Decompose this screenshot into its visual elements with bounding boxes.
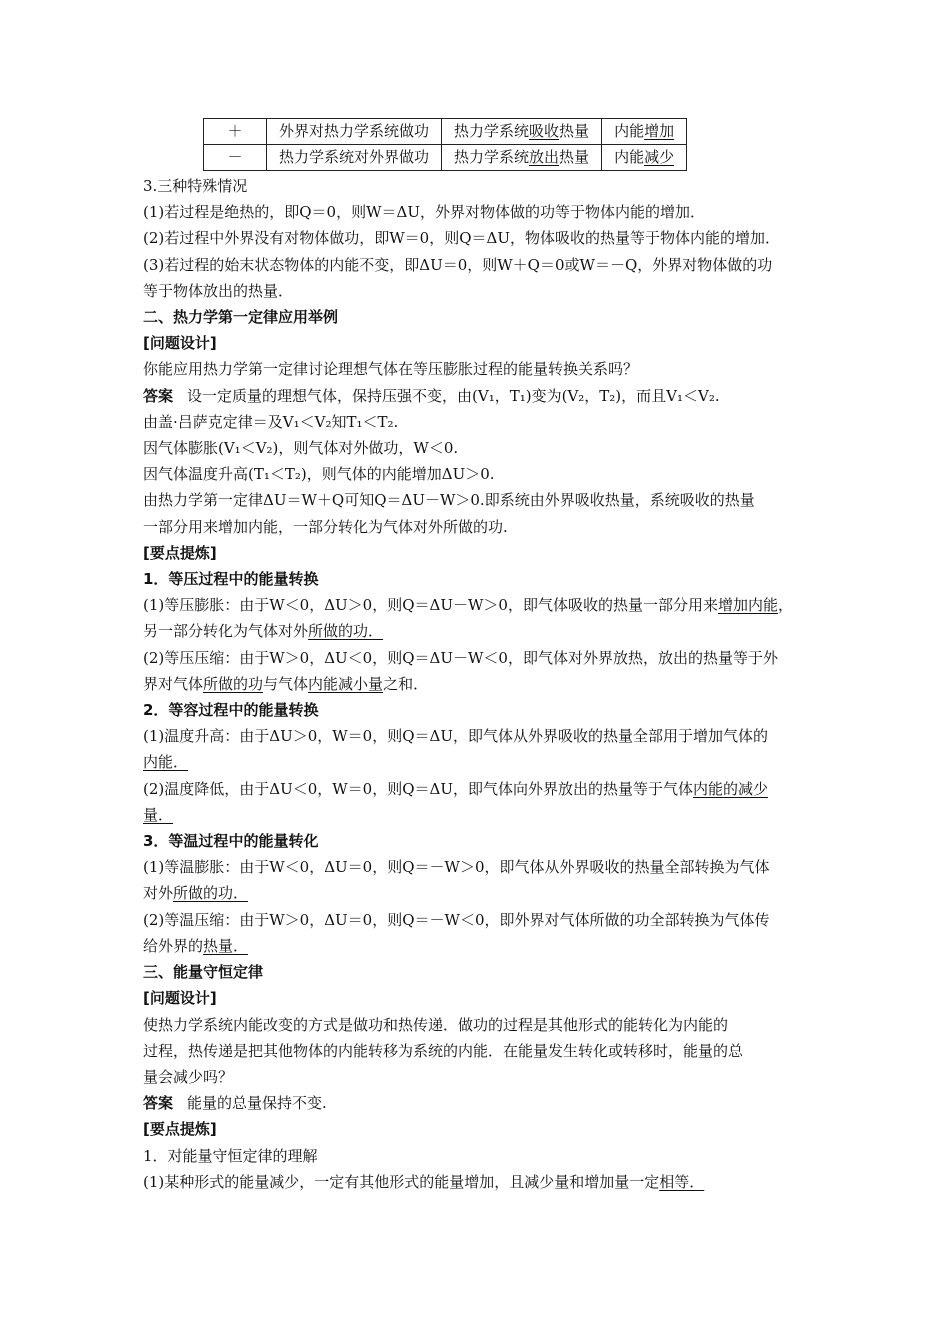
isochoric-cooling-cont: 量． (143, 805, 174, 824)
answer-line: 因气体膨胀(V₁＜V₂)，则气体对外做功，W＜0. (143, 439, 459, 458)
document-page (143, 118, 813, 1195)
energy-cell: 内能增加 (602, 119, 687, 145)
isothermal-expansion: (1)等温膨胀：由于W＜0，ΔU＝0，则Q＝－W＞0，即气体从外界吸收的热量全部转换为气体 (143, 858, 770, 877)
sign-convention-table (203, 118, 687, 171)
question-text: 量会减少吗？ (143, 1067, 234, 1086)
isobaric-compression: (2)等压压缩：由于W＞0，ΔU＜0，则Q＝ΔU－W＜0，即气体对外界放热，放出的热量等于外 (143, 648, 778, 667)
answer-line: 因气体温度升高(T₁＜T₂)，则气体的内能增加ΔU＞0. (143, 465, 495, 484)
work-cell: 热力学系统对外界做功 (267, 145, 442, 171)
table-row (204, 145, 687, 171)
work-cell: 外界对热力学系统做功 (267, 119, 442, 145)
special-cases-title: 3.三种特殊情况 (143, 177, 248, 195)
key-points-label: [要点提炼] (143, 543, 217, 562)
problem-design-label: [问题设计] (143, 989, 217, 1008)
question-text: 过程，热传递是把其他物体的内能转移为系统的内能．在能量发生转化或转移时，能量的总 (143, 1041, 744, 1060)
answer-line: 由盖·吕萨克定律＝及V₁＜V₂知T₁＜T₂. (143, 412, 399, 431)
isobaric-title: 1．等压过程中的能量转换 (143, 570, 319, 589)
special-case-3: (3)若过程的始末状态物体的内能不变，即ΔU＝0，则W＋Q＝0或W＝－Q，外界对物体做的功 (143, 255, 773, 274)
sign-plus: ＋ (204, 119, 267, 145)
isobaric-expansion: (1)等压膨胀：由于W＜0，ΔU＞0，则Q＝ΔU－W＞0，即气体吸收的热量一部分用来增加内能， (143, 596, 793, 615)
special-case-2: (2)若过程中外界没有对物体做功，即W＝0，则Q＝ΔU，物体吸收的热量等于物体内能的增加． (143, 229, 780, 248)
conservation-title: 1．对能量守恒定律的理解 (143, 1146, 318, 1165)
heat-cell: 热力学系统放出热量 (442, 145, 602, 171)
heat-cell: 热力学系统吸收热量 (442, 119, 602, 145)
isothermal-compression-cont: 给外界的热量． (143, 936, 249, 955)
question-text: 使热力学系统内能改变的方式是做功和热传递．做功的过程是其他形式的能转化为内能的 (143, 1015, 729, 1034)
conservation-point-1: (1)某种形式的能量减少，一定有其他形式的能量增加，且减少量和增加量一定相等． (143, 1172, 705, 1191)
special-case-3-cont: 等于物体放出的热量． (143, 281, 294, 300)
answer-line: 由热力学第一定律ΔU＝W＋Q可知Q＝ΔU－W＞0.即系统由外界吸收热量，系统吸收的热量 (143, 491, 755, 510)
isochoric-title: 2．等容过程中的能量转换 (143, 701, 319, 720)
answer-label: 答案 (143, 1094, 174, 1113)
key-points-label: [要点提炼] (143, 1120, 217, 1139)
section-3-heading: 三、能量守恒定律 (143, 963, 264, 982)
isobaric-compression-cont: 界对气体所做的功与气体内能减小量之和． (143, 674, 429, 693)
answer-line: 一部分用来增加内能，一部分转化为气体对外所做的功. (143, 517, 508, 536)
answer-line: 答案 设一定质量的理想气体，保持压强不变，由(V₁，T₁)变为(V₂，T₂)，而且V₁＜V₂. (143, 386, 720, 405)
isochoric-heating: (1)温度升高：由于ΔU＞0，W＝0，则Q＝ΔU，即气体从外界吸收的热量全部用于增加气体的 (143, 727, 769, 746)
sign-minus: － (204, 145, 267, 171)
answer-line: 答案 能量的总量保持不变. (143, 1094, 327, 1113)
energy-cell: 内能减少 (602, 145, 687, 171)
question-text: 你能应用热力学第一定律讨论理想气体在等压膨胀过程的能量转换关系吗？ (143, 360, 639, 379)
isothermal-compression: (2)等温压缩：由于W＞0，ΔU＝0，则Q＝－W＜0，即外界对气体所做的功全部转换为气体传 (143, 910, 770, 929)
isochoric-cooling: (2)温度降低，由于ΔU＜0，W＝0，则Q＝ΔU，即气体向外界放出的热量等于气体内能的减少 (143, 779, 769, 798)
problem-design-label: [问题设计] (143, 334, 217, 353)
special-case-1: (1)若过程是绝热的，即Q＝0，则W＝ΔU，外界对物体做的功等于物体内能的增加． (143, 203, 705, 222)
isothermal-title: 3．等温过程中的能量转化 (143, 832, 319, 851)
isobaric-expansion-cont: 另一部分转化为气体对外所做的功． (143, 622, 384, 641)
section-2-heading: 二、热力学第一定律应用举例 (143, 308, 339, 327)
isothermal-expansion-cont: 对外所做的功． (143, 884, 249, 903)
isochoric-heating-cont: 内能． (143, 753, 189, 772)
table-row (204, 119, 687, 145)
answer-label: 答案 (143, 386, 174, 405)
